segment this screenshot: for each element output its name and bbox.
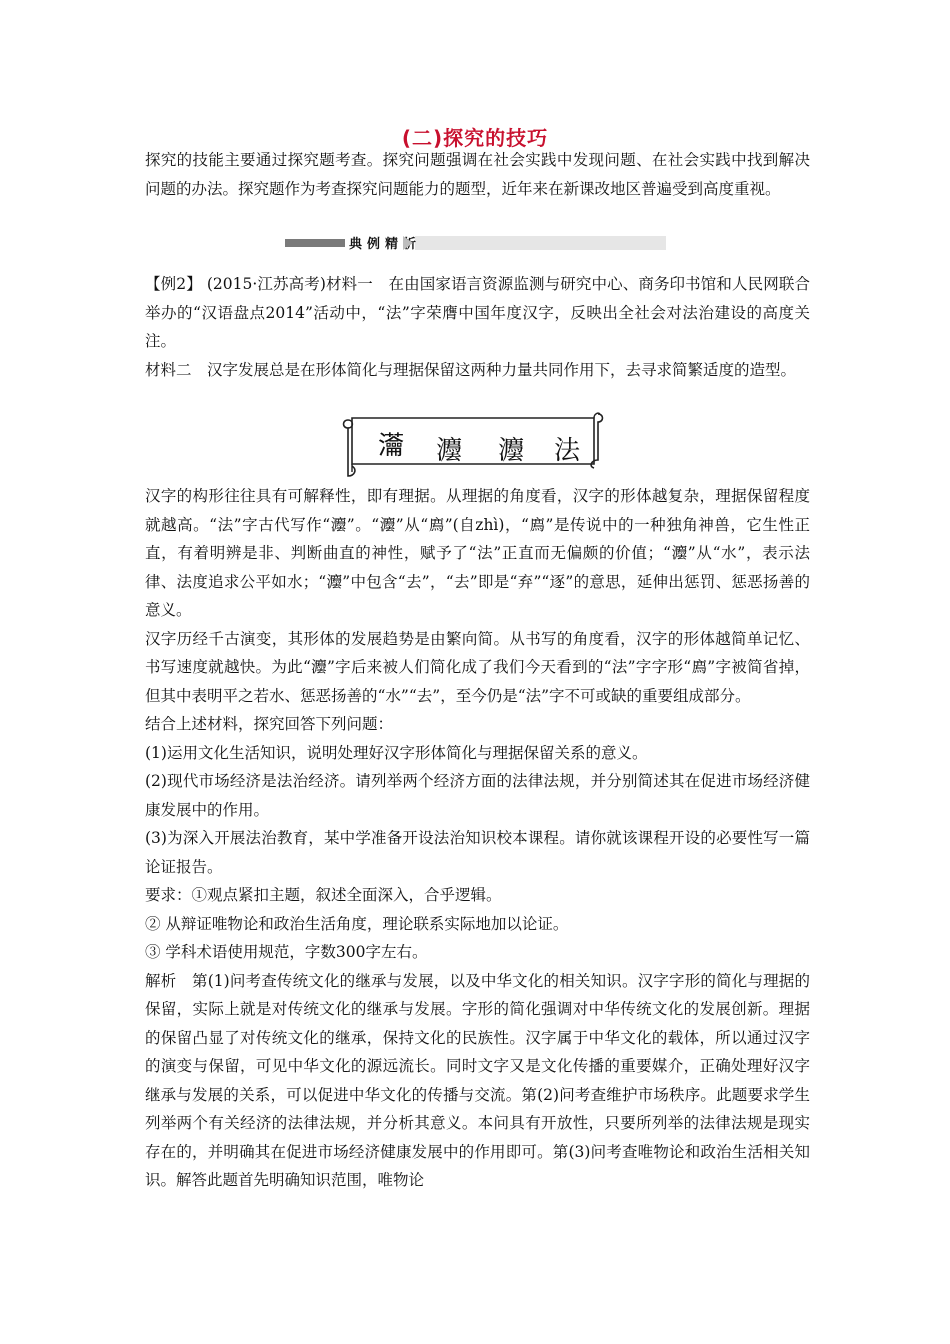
scroll-glyph-4: 法 <box>554 436 581 466</box>
requirement-2: ② 从辩证唯物论和政治生活角度，理论联系实际地加以论证。 <box>145 914 569 933</box>
material-one <box>145 270 810 356</box>
analysis-paragraph: 解析 第(1)问考查传统文化的继承与发展，以及中华文化的相关知识。汉字字形的简化与理据的保留，实际上就是对传统文化的继承与发展。字形的简化强调对中华传统文化的发展创新。理据的保留凸显了对传统文化的继承，保持文化的民族性。汉字属于中华文化的载体，所以通过汉字的演变与保留，可见中华文化的源远流长。同时文字又是文化传播的重要媒介，正确处理好汉字继承与发展的关系，可以促进中华文化的传播与交流。第(2)问考查维护市场秩序。此题要求学生列举两个有关经济的法律法规，并分析其意义。本问具有开放性，只要所列举的法律法规是现实存在的，并明确其在促进市场经济健康发展中的作用即可。第(3)问考查唯物论和政治生活相关知识。解答此题首先明确知识范围，唯物论 <box>145 971 810 1189</box>
scroll-glyph-2: 灋 <box>436 436 463 466</box>
banner-bar-light <box>415 236 666 250</box>
example-banner <box>285 234 666 252</box>
material-one-text: (2015·江苏高考)材料一 在由国家语言资源监测与研究中心、商务印书馆和人民网联合举办的“汉语盘点2014”活动中，“法”字荣膺中国年度汉字，反映出全社会对法治建设的高度关注。 <box>145 275 810 350</box>
example-tag: 【例2】 <box>145 275 202 293</box>
scroll-glyph-1: 𤅢 <box>378 431 405 461</box>
body-paragraph-2: 汉字历经千古演变，其形体的发展趋势是由繁向简。从书写的角度看，汉字的形体越简单记忆、书写速度就越快。为此“灋”字后来被人们简化成了我们今天看到的“法”字字形“廌”字被简省掉，但其中表明平之若水、惩恶扬善的“水”“去”，至今仍是“法”字不可或缺的重要组成部分。 <box>145 629 810 705</box>
calligraphy-scroll <box>338 408 608 480</box>
requirement-1: 要求：①观点紧扣主题，叙述全面深入，合乎逻辑。 <box>145 886 502 904</box>
scroll-glyph-3: 灋 <box>498 436 525 466</box>
intro-text: 探究的技能主要通过探究题考查。探究问题强调在社会实践中发现问题、在社会实践中找到解决问题的办法。探究题作为考查探究问题能力的题型，近年来在新课改地区普遍受到高度重视。 <box>145 151 810 198</box>
body-paragraph-1: 汉字的构形往往具有可解释性，即有理据。从理据的角度看，汉字的形体越复杂，理据保留程度就越高。“法”字古代写作“灋”。“灋”从“廌”(自zhì)，“廌”是传说中的一种独角神兽，它生性正直，有着明辨是非、判断曲直的神性，赋予了“法”正直而无偏颇的价值；“灋”从“水”，表示法律、法度追求公平如水；“灋”中包含“去”，“去”即是“弃”“逐”的意思，延伸出惩罚、惩恶扬善的意义。 <box>145 487 810 619</box>
question-2: (2)现代市场经济是法治经济。请列举两个经济方面的法律法规，并分别简述其在促进市场经济健康发展中的作用。 <box>145 772 810 819</box>
material-two: 材料二 汉字发展总是在形体简化与理据保留这两种力量共同作用下，去寻求简繁适度的造型。 <box>145 360 797 379</box>
intro-paragraph <box>145 146 810 203</box>
example-materials <box>145 270 810 384</box>
banner-label: 典例精析 <box>349 237 422 252</box>
banner-bar-dark <box>285 239 345 247</box>
question-3: (3)为深入开展法治教育，某中学准备开设法治知识校本课程。请你就该课程开设的必要性写一篇论证报告。 <box>145 829 810 876</box>
question-prompt: 结合上述材料，探究回答下列问题： <box>145 715 394 733</box>
example-body <box>145 482 810 1195</box>
requirement-3: ③ 学科术语使用规范，字数300字左右。 <box>145 943 428 961</box>
question-1: (1)运用文化生活知识，说明处理好汉字形体简化与理据保留关系的意义。 <box>145 743 648 762</box>
banner-arrow-icon <box>403 236 413 250</box>
section-title: (二)探究的技巧 <box>401 126 549 150</box>
